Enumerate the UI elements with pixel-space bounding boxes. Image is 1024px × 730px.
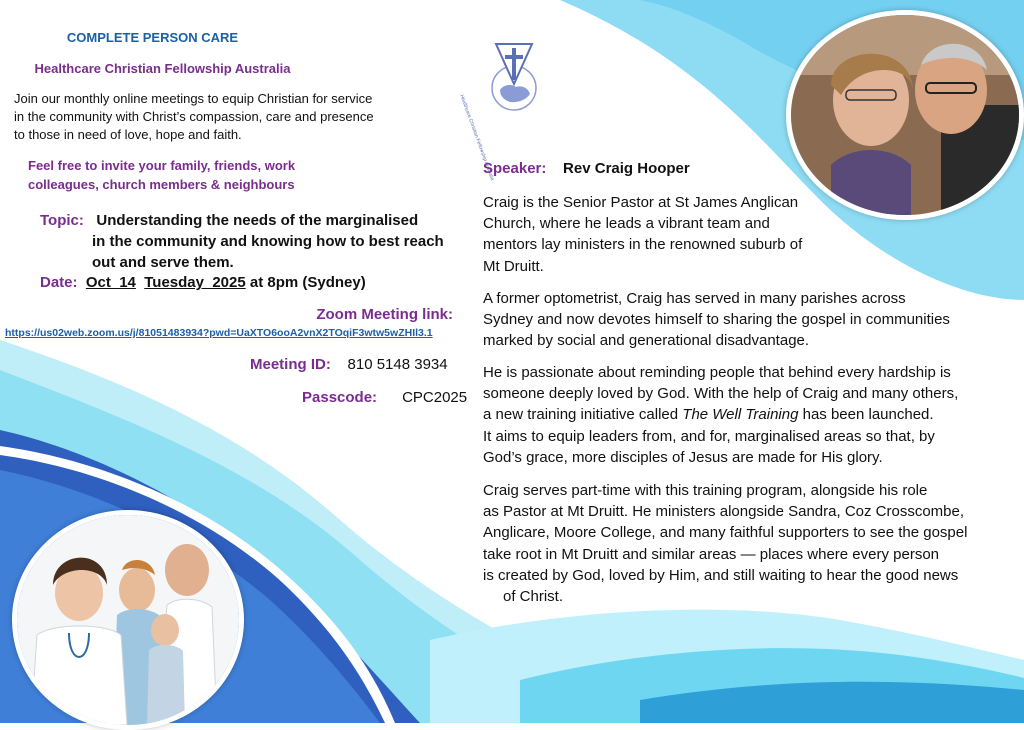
intro-line: in the community with Christ’s compassion, care and presence: [14, 109, 374, 124]
invite-text: [28, 156, 328, 194]
topic-continuation: [92, 231, 472, 273]
speaker-photo: [786, 10, 1024, 220]
intro-line: Join our monthly online meetings to equip Christian for service: [14, 91, 373, 106]
bio-line: of Christ.: [503, 588, 564, 606]
program-name: The Well Training: [682, 406, 799, 424]
healthcare-family-image: [17, 515, 239, 725]
bio-paragraph-4: [483, 480, 1013, 607]
intro-line: to those in need of love, hope and faith.: [14, 127, 242, 142]
speaker-name: Rev Craig Hooper: [563, 160, 690, 177]
bio-line: mentors lay ministers in the renowned suburb of: [483, 236, 803, 254]
topic-label: Topic:: [40, 212, 84, 229]
speaker-photo-image: [791, 15, 1019, 215]
topic-line: out and serve them.: [92, 254, 234, 271]
bio-line: A former optometrist, Craig has served in many parishes across: [483, 290, 906, 307]
meeting-id-value: 810 5148 3934: [347, 356, 448, 373]
passcode-row: [302, 389, 467, 406]
invite-line: Feel free to invite your family, friends, work: [28, 158, 296, 173]
intro-text: [14, 90, 404, 144]
bio-line: take root in Mt Druitt and similar areas — places where every person: [483, 545, 940, 563]
bio-paragraph-3: [483, 362, 1003, 468]
passcode-value: CPC2025: [402, 389, 468, 406]
meeting-id-row: [250, 356, 448, 373]
zoom-meeting-link[interactable]: https://us02web.zoom.us/j/81051483934?pwd=UaXTO6ooA2vnX2TOqiF3wtw5wZHIl3.1: [5, 327, 433, 339]
topic-line: Understanding the needs of the marginalised: [96, 212, 419, 229]
organization-name: Healthcare Christian Fellowship Australia: [34, 61, 291, 76]
date-row: [40, 274, 366, 291]
bio-line: someone deeply loved by God. With the help of Craig and many others,: [483, 385, 959, 403]
bio-line: [483, 404, 1003, 425]
bio-text: a new training initiative called: [483, 406, 683, 424]
zoom-label: Zoom Meeting link:: [316, 306, 453, 323]
bio-line: Anglicare, Moore College, and many faithful supporters to see the gospel: [483, 524, 968, 542]
shield-cross-icon: [478, 40, 548, 116]
meeting-id-label: Meeting ID:: [250, 356, 331, 373]
bio-line: Church, where he leads a vibrant team and: [483, 215, 770, 233]
bio-line: He is passionate about reminding people that behind every hardship is: [483, 364, 951, 381]
page-title: COMPLETE PERSON CARE: [66, 30, 239, 45]
bio-line: Craig is the Senior Pastor at St James Anglican: [483, 194, 799, 211]
date-weekday-year: Tuesday 2025: [144, 274, 246, 291]
bio-line: Craig serves part-time with this training program, alongside his role: [483, 482, 928, 499]
bio-line: Mt Druitt.: [483, 257, 544, 275]
passcode-label: Passcode:: [302, 389, 378, 406]
topic-line: in the community and knowing how to best reach: [92, 233, 444, 250]
bio-line: as Pastor at Mt Druitt. He ministers alongside Sandra, Coz Crosscombe,: [483, 503, 965, 521]
date-month-day: Oct 14: [85, 274, 136, 291]
speaker-label: Speaker:: [483, 160, 547, 177]
logo-text: Healthcare Christian Fellowship Australia: [458, 94, 496, 182]
date-label: Date:: [40, 274, 78, 291]
bio-line: It aims to equip leaders from, and for, marginalised areas so that, by: [483, 427, 935, 445]
bio-paragraph-2: [483, 288, 1003, 352]
bio-line: Sydney and now devotes himself to sharing the gospel in communities: [483, 311, 950, 329]
bio-line: marked by social and generational disadvantage.: [483, 332, 810, 350]
topic-row: [40, 210, 460, 231]
bio-paragraph-1: [483, 192, 823, 277]
bio-text: has been launched.: [798, 406, 934, 424]
invite-line: colleagues, church members & neighbours: [28, 177, 295, 192]
bio-line: is created by God, loved by Him, and still waiting to hear the good news: [483, 566, 959, 584]
healthcare-family-photo: [12, 510, 244, 730]
bio-line: God’s grace, more disciples of Jesus are made for His glory.: [483, 448, 883, 466]
speaker-heading: [483, 160, 690, 177]
date-time: at 8pm (Sydney): [249, 274, 366, 291]
